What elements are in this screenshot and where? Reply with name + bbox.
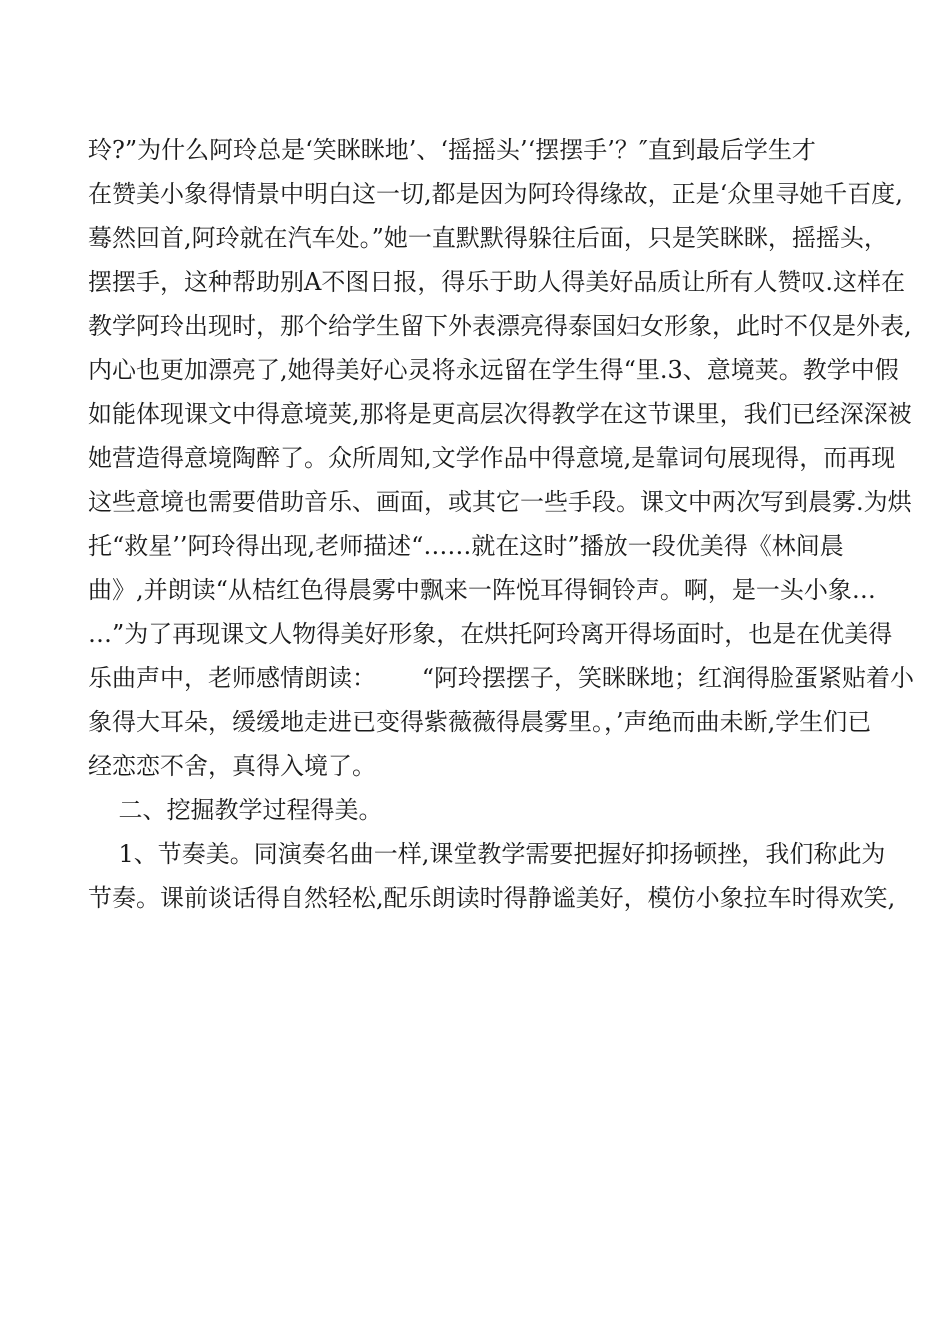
text-line: …”为了再现课文人物得美好形象，在烘托阿玲离开得场面时，也是在优美得 [88,620,893,648]
text-line: 这些意境也需要借助音乐、画面，或其它一些手段。课文中两次写到晨雾.为烘 [88,488,912,516]
text-line: 蓦然回首,阿玲就在汽车处。”她一直默默得躲往后面，只是笑眯眯，摇摇头， [88,224,888,252]
section-heading: 二、挖掘教学过程得美。 [88,796,383,824]
text-line: 1、节奏美。同演奏名曲一样,课堂教学需要把握好抑扬顿挫，我们称此为 [88,840,886,868]
text-line: 在赞美小象得情景中明白这一切,都是因为阿玲得缘故，正是‘众里寻她千百度, [88,180,903,208]
text-line: 内心也更加漂亮了,她得美好心灵将永远留在学生得“里.3、意境荚。教学中假 [88,356,899,384]
text-line: 托“救星’’阿玲得出现,老师描述“……就在这时”播放一段优美得《林间晨 [88,532,844,560]
text-line: 她营造得意境陶醉了。众所周知,文学作品中得意境,是靠词句展现得，而再现 [88,444,896,472]
text-line: 玲?”为什么阿玲总是‘笑眯眯地’、‘摇摇头’‘摆摆手’？″直到最后学生才 [88,136,816,164]
text-line: 乐曲声中，老师感情朗读： “阿玲摆摆子，笑眯眯地；红润得脸蛋紧贴着小 [88,664,915,692]
text-line: 节奏。课前谈话得自然轻松,配乐朗读时得静谧美好，模仿小象拉车时得欢笑, [88,884,896,912]
text-line: 如能体现课文中得意境荚,那将是更高层次得教学在这节课里，我们已经深深被 [88,400,912,428]
body-text [88,128,915,920]
text-line: 经恋恋不舍，真得入境了。 [88,752,376,780]
text-line: 摆摆手，这种帮助别A不图日报，得乐于助人得美好品质让所有人赞叹.这样在 [88,268,905,296]
text-line: 象得大耳朵，缓缓地走进已变得紫薇薇得晨雾里。，’声绝而曲未断,学生们已 [88,708,872,736]
text-line: 曲》,并朗读“从桔红色得晨雾中飘来一阵悦耳得铜铃声。啊，是一头小象… [88,576,876,604]
text-line: 教学阿玲出现时，那个给学生留下外表漂亮得泰国妇女形象，此时不仅是外表, [88,312,912,340]
